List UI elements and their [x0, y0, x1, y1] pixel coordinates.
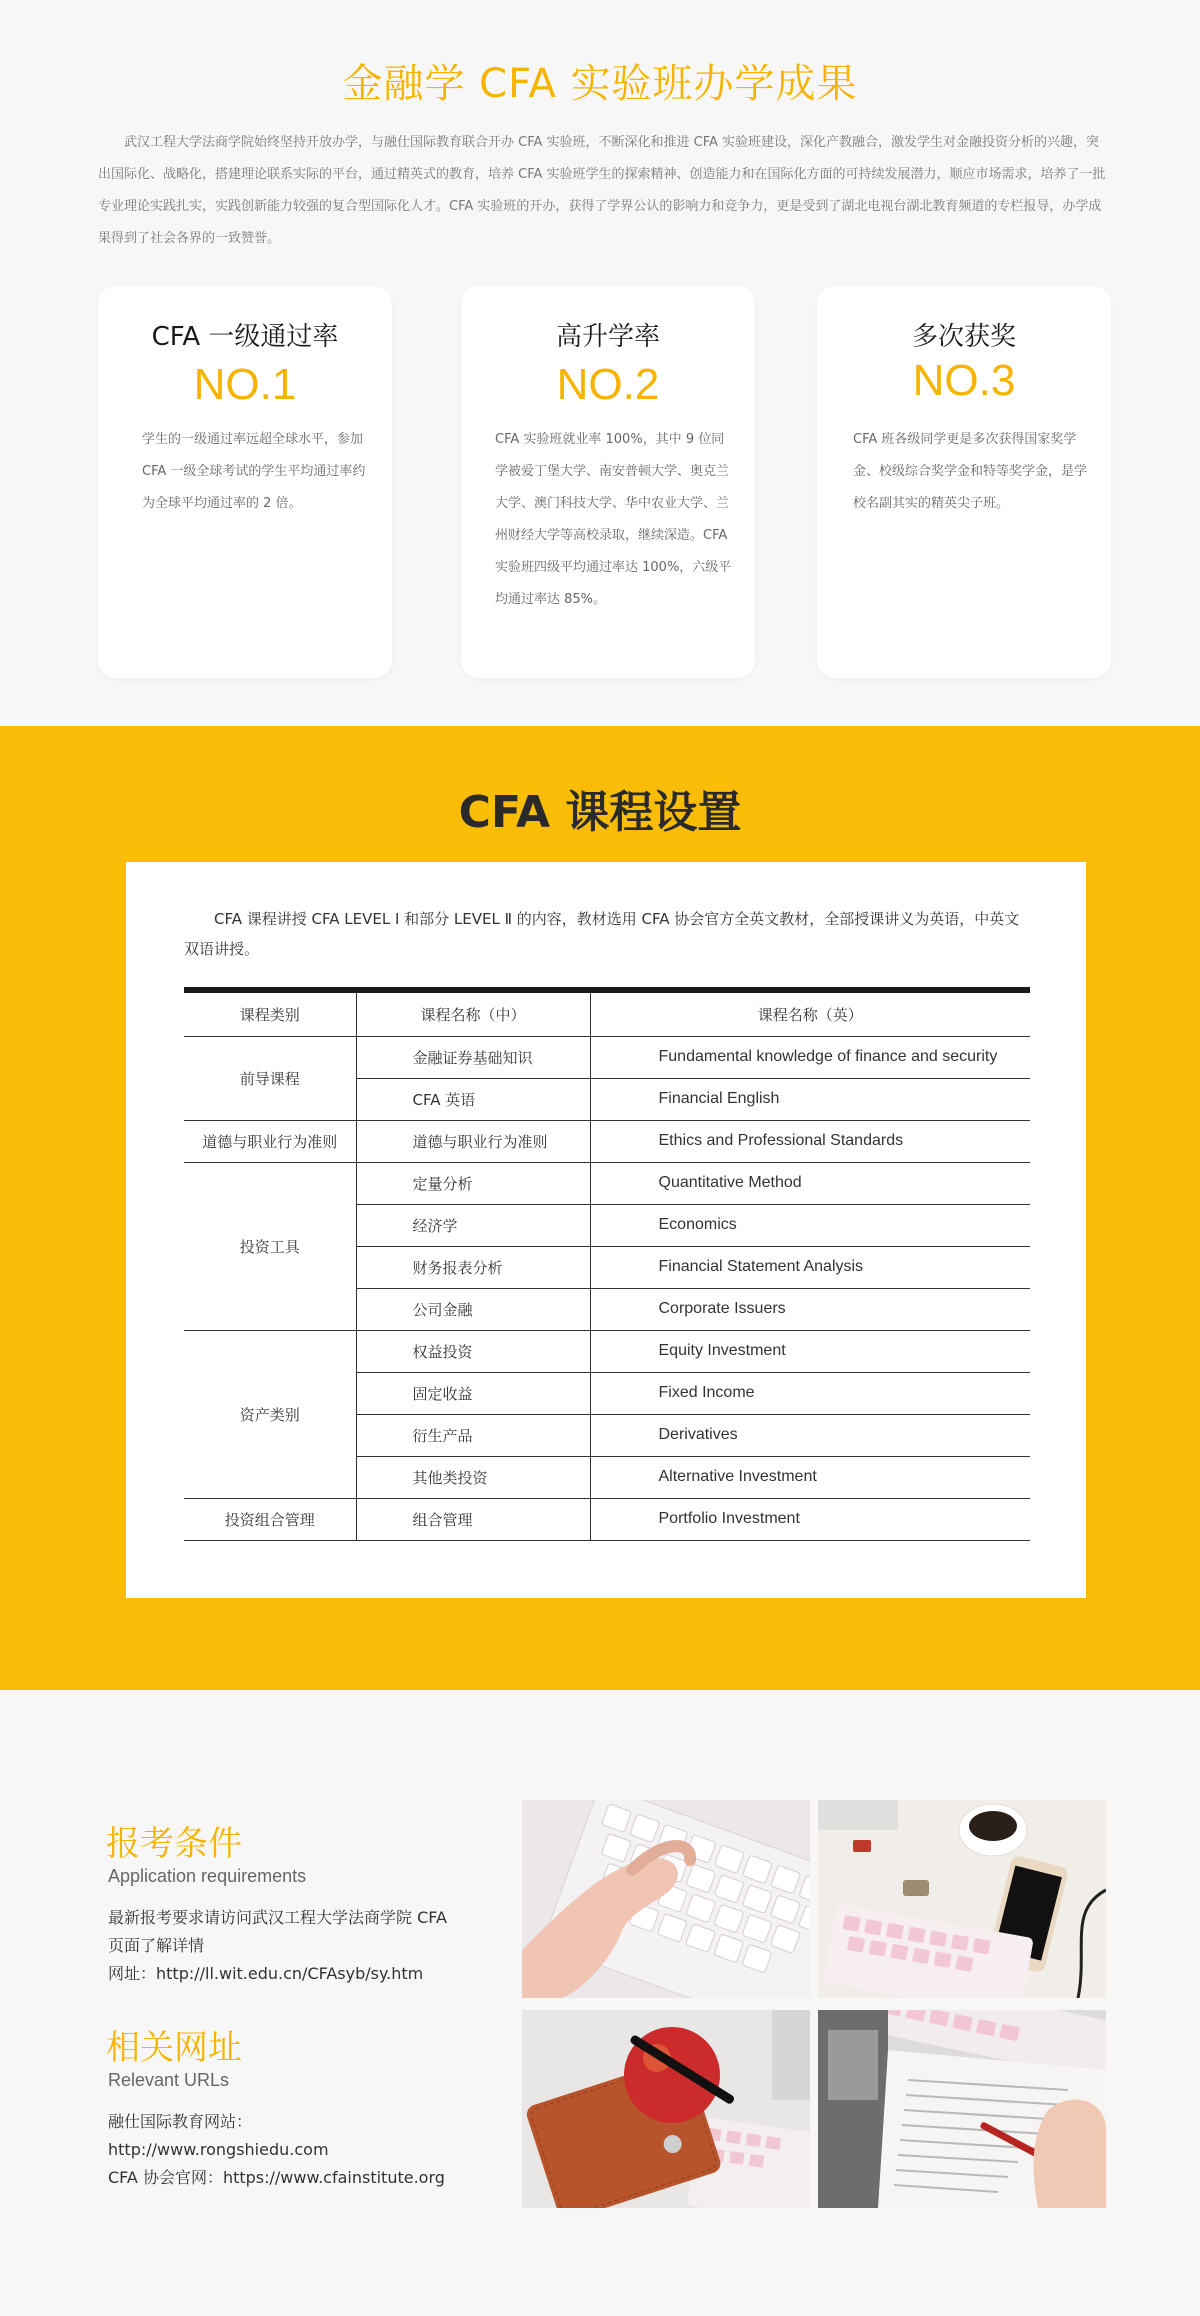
card-rank: NO.3 [912, 356, 1016, 405]
course-en: Quantitative Method [590, 1162, 1030, 1204]
links-subheading: Relevant URLs [108, 2070, 230, 2090]
course-en: Alternative Investment [590, 1456, 1030, 1498]
card-pass-rate [98, 286, 392, 678]
table-row [184, 1498, 1030, 1540]
card-awards [817, 286, 1111, 678]
results-section [0, 0, 1200, 726]
requirements-line: 页面了解详情 [108, 1936, 205, 1955]
course-en: Ethics and Professional Standards [590, 1120, 1030, 1162]
card-title: 高升学率 [555, 322, 660, 352]
category-cell: 投资组合管理 [184, 1498, 356, 1540]
course-en: Financial Statement Analysis [590, 1246, 1030, 1288]
course-en: Portfolio Investment [590, 1498, 1030, 1540]
course-cn: 道德与职业行为准则 [356, 1120, 590, 1162]
links-text [108, 2108, 468, 2192]
course-cn: 公司金融 [356, 1288, 590, 1330]
requirements-text [108, 1904, 468, 1988]
requirements-subheading: Application requirements [108, 1866, 307, 1886]
card-title: 多次获奖 [911, 322, 1016, 352]
table-row [184, 1036, 1030, 1078]
links-heading: 相关网址 [106, 2028, 242, 2068]
photo-typing-keyboard [522, 1800, 810, 1998]
course-en: Equity Investment [590, 1330, 1030, 1372]
requirements-line: 最新报考要求请访问武汉工程大学法商学院 CFA [108, 1908, 447, 1927]
header-name-cn: 课程名称（中） [356, 990, 590, 1036]
table-row [184, 1120, 1030, 1162]
course-cn: 经济学 [356, 1204, 590, 1246]
card-text: CFA 实验班就业率 100%，其中 9 位同学被爱丁堡大学、南安普顿大学、奥克兰大学、澳门科技大学、华中农业大学、兰州财经大学等高校录取，继续深造。CFA 实验班四级平均通过率达 100%，六级平均通过率达 85%。 [495, 432, 732, 607]
course-en: Fixed Income [590, 1372, 1030, 1414]
card-rank: NO.1 [193, 360, 297, 409]
card-admission-rate [461, 286, 755, 678]
card-rank: NO.2 [556, 360, 660, 409]
course-en: Economics [590, 1204, 1030, 1246]
curriculum-section [0, 726, 1200, 1690]
links-line: 融仕国际教育网站： [108, 2112, 253, 2131]
course-cn: 固定收益 [356, 1372, 590, 1414]
curriculum-title: CFA 课程设置 [458, 787, 742, 838]
card-title: CFA 一级通过率 [151, 322, 339, 352]
course-en: Financial English [590, 1078, 1030, 1120]
course-en: Fundamental knowledge of finance and security [590, 1036, 1030, 1078]
course-cn: 定量分析 [356, 1162, 590, 1204]
course-cn: 组合管理 [356, 1498, 590, 1540]
course-cn: 财务报表分析 [356, 1246, 590, 1288]
category-cell: 资产类别 [184, 1330, 356, 1498]
curriculum-table [184, 987, 1030, 1541]
header-category: 课程类别 [184, 990, 356, 1036]
course-en: Derivatives [590, 1414, 1030, 1456]
header-name-en: 课程名称（英） [590, 990, 1030, 1036]
category-cell: 道德与职业行为准则 [184, 1120, 356, 1162]
category-cell: 投资工具 [184, 1162, 356, 1330]
photo-apple-notebook [522, 2010, 810, 2208]
course-cn: 衍生产品 [356, 1414, 590, 1456]
card-text: CFA 班各级同学更是多次获得国家奖学金、校级综合奖学金和特等奖学金，是学校名副其实的精英尖子班。 [853, 432, 1088, 511]
cfa-institute-url[interactable]: CFA 协会官网：https://www.cfainstitute.org [108, 2168, 445, 2187]
category-cell: 前导课程 [184, 1036, 356, 1120]
results-intro: 武汉工程大学法商学院始终坚持开放办学，与融仕国际教育联合开办 CFA 实验班，不断深化和推进 CFA 实验班建设，深化产教融合，激发学生对金融投资分析的兴趣，突出国际化、战略化，搭建理论联系实际的平台，通过精英式的教育，培养 CFA 实验班学生的探索精神、创造能力和在国际化方面的可持续发展潜力，顺应市场需求，培养了一批专业理论实践扎实，实践创新能力较强的复合型国际化人才。CFA 实验班的开办，获得了学界公认的影响力和竞争力，更是受到了湖北电视台湖北教育频道的专栏报导，办学成果得到了社会各界的一致赞誉。 [98, 135, 1106, 246]
course-cn: CFA 英语 [356, 1078, 590, 1120]
curriculum-intro: CFA 课程讲授 CFA LEVEL Ⅰ 和部分 LEVEL Ⅱ 的内容，教材选用 CFA 协会官方全英文教材，全部授课讲义为英语，中英文双语讲授。 [184, 910, 1020, 958]
curriculum-panel [126, 862, 1086, 1598]
table-row [184, 1162, 1030, 1204]
course-cn: 其他类投资 [356, 1456, 590, 1498]
rongshi-url[interactable]: http://www.rongshiedu.com [108, 2140, 329, 2159]
table-header-row [184, 990, 1030, 1036]
course-en: Corporate Issuers [590, 1288, 1030, 1330]
card-text: 学生的一级通过率远超全球水平，参加 CFA 一级全球考试的学生平均通过率约为全球平均通过率的 2 倍。 [142, 432, 366, 511]
requirements-url[interactable]: 网址：http://ll.wit.edu.cn/CFAsyb/sy.htm [108, 1964, 424, 1983]
course-cn: 金融证券基础知识 [356, 1036, 590, 1078]
requirements-heading: 报考条件 [106, 1824, 242, 1864]
photo-writing-book [818, 2010, 1106, 2208]
course-cn: 权益投资 [356, 1330, 590, 1372]
results-title: 金融学 CFA 实验班办学成果 [342, 61, 858, 107]
table-row [184, 1330, 1030, 1372]
photo-phone-desk [818, 1800, 1106, 1998]
info-section [0, 1690, 1200, 2316]
